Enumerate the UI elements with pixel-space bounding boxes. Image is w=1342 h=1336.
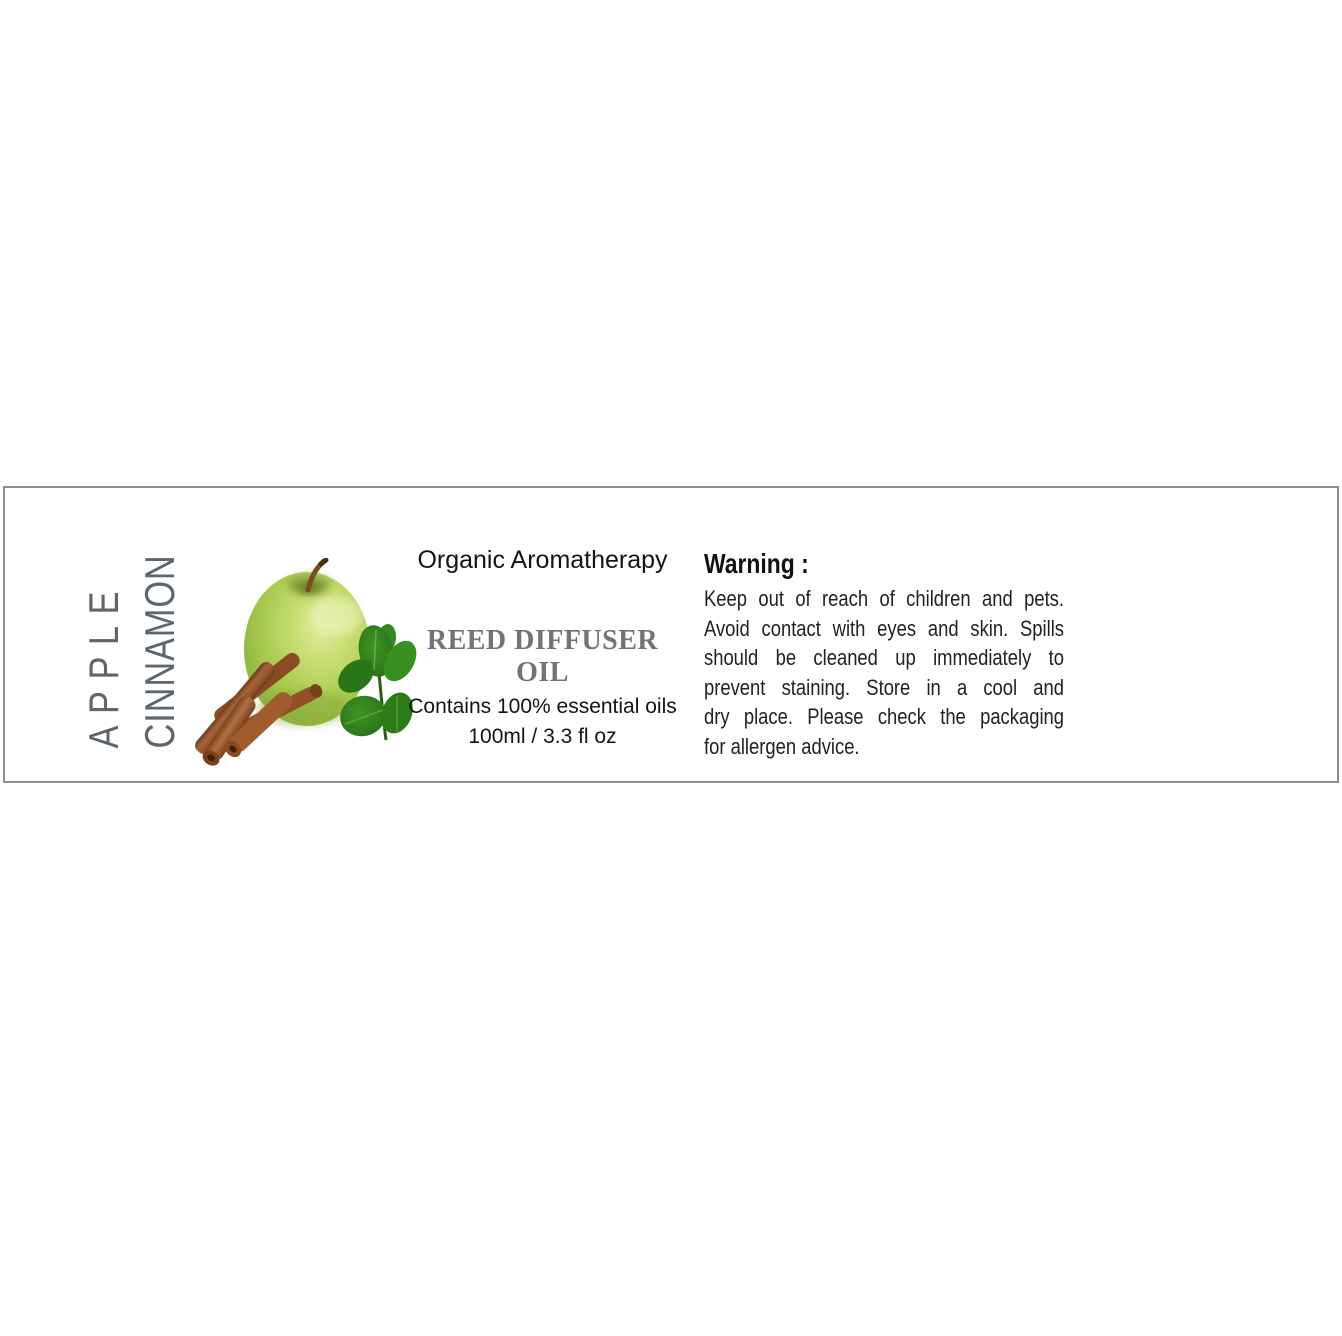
product-name: [385, 625, 700, 689]
warning-line-1: Keep out of reach of children and pets.: [704, 586, 1065, 611]
vertical-product-name-line2: CINNAMON: [136, 554, 183, 749]
label-band: [3, 486, 1339, 783]
product-name-line2: OIL: [516, 657, 569, 688]
warning-heading: Warning :: [704, 548, 809, 579]
vertical-product-name: [76, 548, 188, 749]
tagline: Organic Aromatherapy: [417, 546, 668, 574]
center-column: [385, 488, 700, 781]
product-name-line1: REED DIFFUSER: [426, 625, 659, 656]
vertical-product-name-line1: APPLE: [80, 580, 127, 749]
warning-line-2: Avoid contact with eyes and skin. Spills: [704, 615, 1065, 641]
warning-line-3: should be cleaned up immediately to: [704, 645, 1065, 670]
warning-line-5: dry place. Please check the packaging: [704, 704, 1065, 729]
warning-line-4: prevent staining. Store in a cool and: [704, 674, 1065, 700]
warning-line-6: for allergen advice.: [704, 733, 860, 759]
contains-text: Contains 100% essential oils: [408, 695, 677, 718]
warning-block: [704, 547, 1064, 761]
volume-text: 100ml / 3.3 fl oz: [468, 725, 617, 748]
warning-body: [704, 584, 1064, 761]
